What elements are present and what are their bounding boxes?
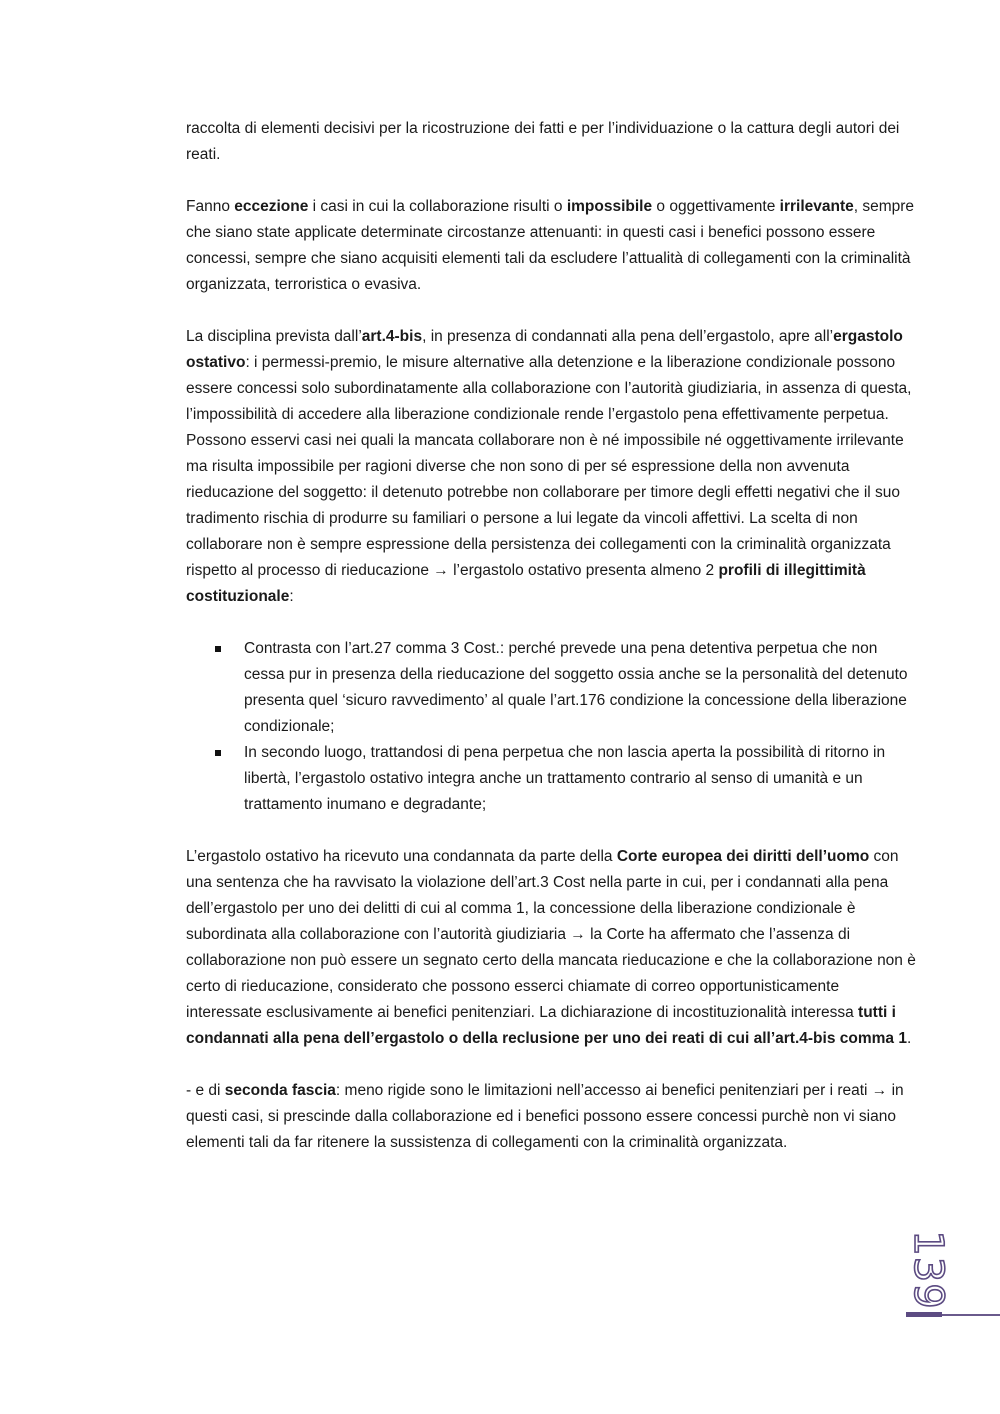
paragraph-eccezione xyxy=(186,194,916,298)
text-run: . xyxy=(906,1030,912,1047)
bold-term: art.4-bis xyxy=(361,328,423,345)
text-run: con una sentenza che ha ravvisato la violazione dell’art.3 Cost nella parte in cui, per i condannati alla pena dell’ergastolo per uno dei delitti di cui al comma 1, la concessione della liberazione condizionale è subordinata alla collaborazione con l’autorità giudiziaria → la Corte ha affermato che l’assenza di collaborazione non può essere un segnato certo della mancata rieducazione e che la collaborazione non è certo di rieducazione, considerato che possono esserci chiamate di correo opportunisticamente interessate esclusivamente ai benefici penitenziari. La dichiarazione di incostituzionalità interessa xyxy=(186,848,916,1021)
page-number xyxy=(898,1230,958,1310)
bold-term: profili di illegittimità costituzionale xyxy=(186,562,866,605)
text-run: : meno rigide sono le limitazioni nell’accesso ai benefici penitenziari per i reati → in questi casi, si prescinde dalla collaborazione ed i benefici possono essere concessi purchè non vi siano elementi tali da far ritenere la sussistenza di collegamenti con la criminalità organizzata. xyxy=(186,1082,904,1151)
bold-term: impossibile xyxy=(566,198,653,215)
footer-rule-accent xyxy=(906,1312,942,1317)
bold-term: seconda fascia xyxy=(224,1082,336,1099)
paragraph-art4bis xyxy=(186,324,916,610)
text-run: L’ergastolo ostativo ha ricevuto una condannata da parte della xyxy=(186,848,617,865)
text-run: : xyxy=(289,588,294,605)
text-run: , sempre che siano state applicate determinate circostanze attenuanti: in questi casi i benefici possono essere concessi, sempre che siano acquisiti elementi tali da escludere l’attualità di collegamenti con la criminalità organizzata, terroristica o evasiva. xyxy=(186,198,915,293)
bold-term: ergastolo ostativo xyxy=(186,328,903,371)
bullet-list xyxy=(186,636,916,818)
text-run: , in presenza di condannati alla pena dell’ergastolo, apre all’ xyxy=(422,328,834,345)
page-number-text: 139 xyxy=(905,1230,951,1310)
text-run: o oggettivamente xyxy=(652,198,780,215)
list-item xyxy=(186,636,916,740)
list-item-text: Contrasta con l’art.27 comma 3 Cost.: perché prevede una pena detentiva perpetua che non cessa pur in presenza della rieducazione del soggetto ossia anche se la personalità del detenuto presenta quel ‘sicuro ravvedimento’ al quale l’art.176 condizione la concessione della liberazione condizionale; xyxy=(244,640,908,735)
list-item xyxy=(186,740,916,818)
paragraph-seconda-fascia xyxy=(186,1078,916,1156)
document-body xyxy=(186,116,916,1182)
square-bullet-icon xyxy=(215,646,221,652)
bold-term: tutti i condannati alla pena dell’ergastolo o della reclusione per uno dei reati di cui all’art.4-bis comma 1 xyxy=(186,1004,907,1047)
paragraph-intro xyxy=(186,116,916,168)
text-run: La disciplina prevista dall’ xyxy=(186,328,362,345)
paragraph-text: raccolta di elementi decisivi per la ricostruzione dei fatti e per l’individuazione o la cattura degli autori dei reati. xyxy=(186,120,900,163)
bold-term: eccezione xyxy=(234,198,309,215)
list-item-text: In secondo luogo, trattandosi di pena perpetua che non lascia aperta la possibilità di ritorno in libertà, l’ergastolo ostativo integra anche un trattamento contrario al senso di umanità e un trattamento inumano e degradante; xyxy=(244,744,886,813)
text-run: - e di xyxy=(186,1082,225,1099)
bold-term: irrilevante xyxy=(779,198,854,215)
text-run: : i permessi-premio, le misure alternative alla detenzione e la liberazione condizionale possono essere concessi solo subordinatamente alla collaborazione con l’autorità giudiziaria, in assenza di questa, l’impossibilità di accedere alla liberazione condizionale rende l’ergastolo pena effettivamente perpetua. Possono esservi casi nei quali la mancata collaborare non è né impossibile né oggettivamente irrilevante ma risulta impossibile per ragioni diverse che non sono di per sé espressione della non avvenuta rieducazione del soggetto: il detenuto potrebbe non collaborare per timore degli effetti negativi che il suo tradimento rischia di produrre su familiari o persone a lui legate da vincoli affettivi. La scelta di non collaborare non è sempre espressione della persistenza dei collegamenti con la criminalità organizzata rispetto al processo di rieducazione → l’ergastolo ostativo presenta almeno 2 xyxy=(186,354,912,579)
paragraph-cedu xyxy=(186,844,916,1052)
bold-term: Corte europea dei diritti dell’uomo xyxy=(616,848,870,865)
square-bullet-icon xyxy=(215,750,221,756)
text-run: i casi in cui la collaborazione risulti o xyxy=(308,198,567,215)
text-run: Fanno xyxy=(186,198,235,215)
